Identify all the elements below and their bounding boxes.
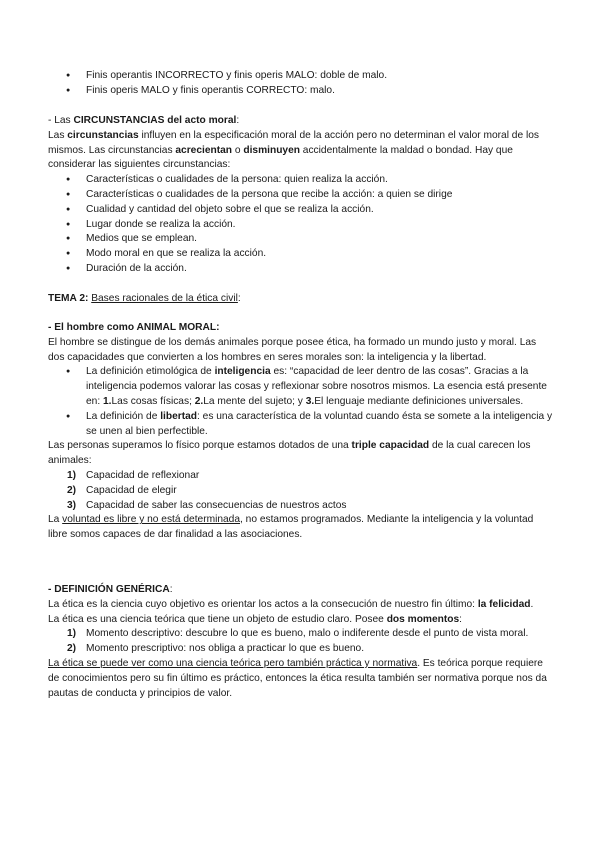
section-heading: - El hombre como ANIMAL MORAL:: [48, 322, 220, 333]
circunstancias-section: [48, 114, 554, 277]
list-item: 1) Momento descriptivo: descubre lo que es bueno, malo o indiferente desde el punto de vista moral.: [67, 628, 529, 640]
hombre-section: [48, 321, 554, 543]
list-item: 2) Momento prescriptivo: nos obliga a practicar lo que es bueno.: [67, 643, 365, 655]
paragraph: La ética se puede ver como una ciencia teórica pero también práctica y normativa. Es teórica porque requiere de conocimientos pero su fin último es práctico, entonces la ética resulta también ser normativa porque nos da pautas de conducta y principios de valor.: [48, 657, 547, 699]
list-item: ● Duración de la acción.: [48, 262, 554, 277]
list-item: ● Finis operantis INCORRECTO y finis operis MALO: doble de malo.: [48, 69, 554, 84]
triple-capacidad-list: [48, 469, 554, 513]
paragraph: La ética es una ciencia teórica que tiene un objeto de estudio claro. Posee dos momentos:: [48, 613, 462, 625]
momentos-list: [48, 627, 554, 657]
list-item: ● La definición de libertad: es una característica de la voluntad cuando ésta se somete a la inteligencia y se unen al bien perfectible.: [48, 410, 554, 440]
finis-list: [48, 69, 554, 99]
list-item: ● Cualidad y cantidad del objeto sobre el que se realiza la acción.: [48, 203, 554, 218]
section-heading: - DEFINICIÓN GENÉRICA:: [48, 584, 173, 595]
definicion-section: [48, 583, 554, 701]
list-item: ● Medios que se emplean.: [48, 232, 554, 247]
paragraph: Las circunstancias influyen en la especificación moral de la acción pero no determinan el valor moral de los mismos. Las circunstancias acrecientan o disminuyen accidentalmente la maldad o bondad. Hay que considerar las siguientes circunstancias:: [48, 129, 539, 171]
list-item: ● La definición etimológica de inteligencia es: “capacidad de leer dentro de las cosas”. Gracias a la inteligencia podemos valorar las cosas y reflexionar sobre nosotros mismos. La esencia está presente en: 1.Las cosas físicas; 2.La mente del sujeto; y 3.El lenguaje mediante definiciones universales.: [48, 365, 554, 409]
paragraph: La ética es la ciencia cuyo objetivo es orientar los actos a la consecución de nuestro fin último: la felicidad.: [48, 598, 534, 610]
list-item: ● Características o cualidades de la persona que recibe la acción: a quien se dirige: [48, 188, 554, 203]
paragraph: Las personas superamos lo físico porque estamos dotados de una triple capacidad de la cual carecen los animales:: [48, 440, 531, 467]
tema-title: TEMA 2: Bases racionales de la ética civil:: [48, 293, 241, 304]
list-item: 1) Capacidad de reflexionar: [67, 469, 200, 481]
list-item: 3) Capacidad de saber las consecuencias de nuestros actos: [67, 499, 347, 511]
section-heading: - Las CIRCUNSTANCIAS del acto moral:: [48, 115, 240, 126]
list-item: ● Finis operis MALO y finis operantis CORRECTO: malo.: [48, 84, 554, 99]
list-item: ● Características o cualidades de la persona: quien realiza la acción.: [48, 173, 554, 188]
paragraph: La voluntad es libre y no está determinada, no estamos programados. Mediante la inteligencia y la voluntad libre somos capaces de dar finalidad a las asociaciones.: [48, 514, 534, 541]
list-item: 2) Capacidad de elegir: [67, 484, 177, 496]
list-item: ● Modo moral en que se realiza la acción.: [48, 247, 554, 262]
paragraph: El hombre se distingue de los demás animales porque posee ética, ha formado un mundo justo y moral. Las dos capacidades que convierten a los hombres en seres morales son: la inteligencia y la libertad.: [48, 336, 537, 363]
circunstancias-list: [48, 173, 554, 277]
capacidades-list: [48, 365, 554, 439]
list-item: ● Lugar donde se realiza la acción.: [48, 218, 554, 233]
